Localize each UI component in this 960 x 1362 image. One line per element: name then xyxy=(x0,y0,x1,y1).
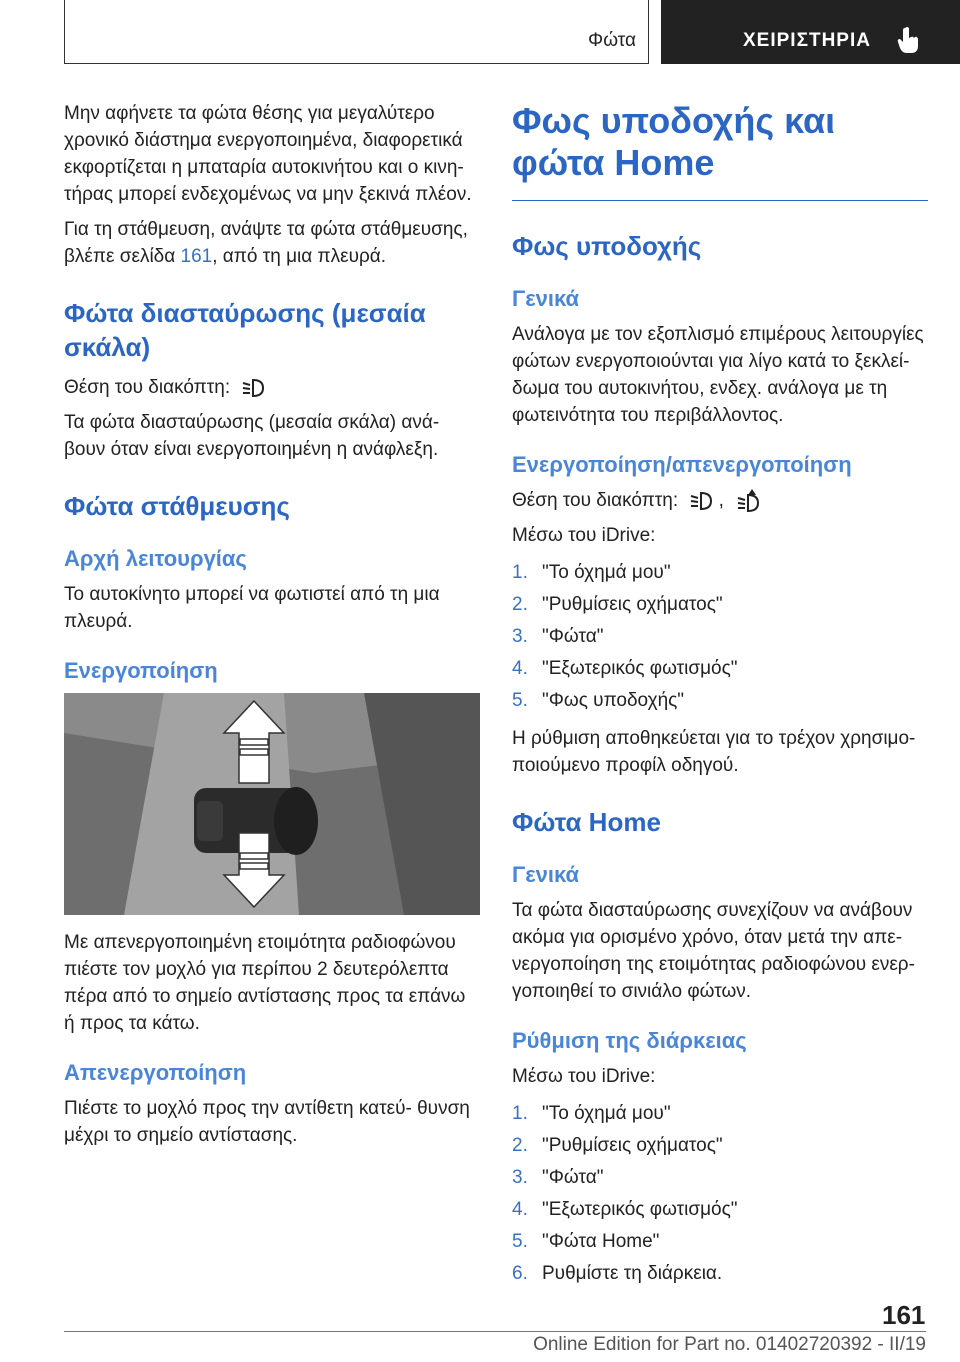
list-item xyxy=(512,1162,928,1194)
parking-ref-tail: , από τη μια πλευρά. xyxy=(212,246,387,267)
switch-separator: , xyxy=(718,490,724,511)
step-number: 1. xyxy=(512,1103,528,1124)
switch-position-label-right: Θέση του διακόπτη: xyxy=(512,490,679,511)
low-beam-icon xyxy=(689,490,713,512)
step-number: 2. xyxy=(512,594,528,615)
list-item xyxy=(512,1258,928,1290)
manual-section-label: ΧΕΙΡΙΣΤΗΡΙΑ xyxy=(743,30,871,51)
parking-ref-text: Για τη στάθμευση, ανάψτε τα φώτα στάθμευσης, βλέπε σελίδα xyxy=(64,219,468,267)
title-divider xyxy=(512,200,928,201)
heading-home-lights: Φώτα Home xyxy=(512,807,661,837)
step-number: 3. xyxy=(512,626,528,647)
step-number: 5. xyxy=(512,690,528,711)
step-number: 4. xyxy=(512,1199,528,1220)
home-general-text: Τα φώτα διασταύρωσης συνεχίζουν να ανάβουν ακόμα για ορισμένο χρόνο, όταν μετά την απε- νεργοποίηση της ετοιμότητας ραδιοφώνου ενερ- γοποιηθεί το σινιάλο φώτων. xyxy=(512,900,915,1002)
step-text: "Ρυθμίσεις οχήματος" xyxy=(542,594,723,615)
principle-text: Το αυτοκίνητο μπορεί να φωτιστεί από τη μια πλευρά. xyxy=(64,584,440,632)
hand-pointer-icon xyxy=(897,26,919,54)
footer-divider xyxy=(64,1331,926,1332)
heading-welcome-light: Φως υποδοχής xyxy=(512,231,702,261)
page-title: Φως υποδοχής και φώτα Home xyxy=(512,100,836,183)
list-item xyxy=(512,1194,928,1226)
idrive-label-1: Μέσω του iDrive: xyxy=(512,525,656,546)
edition-info: Online Edition for Part no. 01402720392 - II/19 xyxy=(533,1334,926,1355)
switch-position-line xyxy=(64,374,480,401)
profile-saved-text: Η ρύθμιση αποθηκεύεται για το τρέχον χρησιμο- ποιούμενο προφίλ οδηγού. xyxy=(512,728,916,776)
section-title: Φώτα xyxy=(588,30,636,51)
header-section-box xyxy=(64,0,649,64)
list-item xyxy=(512,1226,928,1258)
activation-text: Με απενεργοποιημένη ετοιμότητα ραδιοφώνου πιέστε τον μοχλό για περίπου 2 δευτερόλεπτα πέρα από το σημείο αντίστασης προς τα επάνω ή προς τα κάτω. xyxy=(64,932,466,1034)
low-beam-icon xyxy=(241,377,265,399)
deactivation-text: Πιέστε το μοχλό προς την αντίθετη κατεύ- θυνση μέχρι το σημείο αντίστασης. xyxy=(64,1098,470,1146)
steps-list-duration xyxy=(512,1098,928,1290)
step-number: 4. xyxy=(512,658,528,679)
list-item xyxy=(512,1098,928,1130)
step-text: "Το όχημά μου" xyxy=(542,562,671,583)
step-number: 2. xyxy=(512,1135,528,1156)
step-text: Ρυθμίστε τη διάρκεια. xyxy=(542,1263,723,1284)
idrive-label-2: Μέσω του iDrive: xyxy=(512,1066,656,1087)
header-manual-box xyxy=(661,0,960,64)
steps-list-welcome xyxy=(512,557,928,717)
heading-duration: Ρύθμιση της διάρκειας xyxy=(512,1028,747,1053)
page-number: 161 xyxy=(882,1300,926,1330)
step-number: 6. xyxy=(512,1263,528,1284)
auto-headlight-icon xyxy=(735,489,761,513)
list-item xyxy=(512,685,928,717)
step-text: "Το όχημά μου" xyxy=(542,1103,671,1124)
step-text: "Φώτα" xyxy=(542,626,604,647)
step-number: 1. xyxy=(512,562,528,583)
page-link-161[interactable]: 161 xyxy=(180,246,213,267)
step-text: "Φώτα Home" xyxy=(542,1231,660,1252)
paragraph-parking-ref xyxy=(64,216,480,270)
step-text: "Εξωτερικός φωτισμός" xyxy=(542,658,738,679)
step-number: 3. xyxy=(512,1167,528,1188)
switch-position-label: Θέση του διακόπτη: xyxy=(64,377,231,398)
step-text: "Φως υποδοχής" xyxy=(542,690,685,711)
switch-positions-line xyxy=(512,487,928,514)
left-column xyxy=(64,100,480,1157)
list-item xyxy=(512,1130,928,1162)
heading-general-2: Γενικά xyxy=(512,862,580,887)
turn-signal-lever-photo xyxy=(64,693,480,915)
heading-activation: Ενεργοποίηση xyxy=(64,658,218,683)
heading-low-beam: Φώτα διασταύρωσης (μεσαία σκάλα) xyxy=(64,298,426,362)
heading-on-off: Ενεργοποίηση/απενεργοποίηση xyxy=(512,452,852,477)
step-text: "Φώτα" xyxy=(542,1167,604,1188)
right-column xyxy=(512,100,928,1298)
step-text: "Ρυθμίσεις οχήματος" xyxy=(542,1135,723,1156)
heading-principle: Αρχή λειτουργίας xyxy=(64,546,247,571)
list-item xyxy=(512,589,928,621)
heading-deactivation: Απενεργοποίηση xyxy=(64,1060,247,1085)
heading-parking-lights: Φώτα στάθμευσης xyxy=(64,491,290,521)
list-item xyxy=(512,653,928,685)
heading-general-1: Γενικά xyxy=(512,286,580,311)
paragraph-battery-warning: Μην αφήνετε τα φώτα θέσης για μεγαλύτερο χρονικό διάστημα ενεργοποιημένα, διαφορετικά εκφορτίζεται η μπαταρία αυτοκινήτου και ο κινη- τήρας μπορεί ενδεχομένως να μην ξεκινά πλέον. xyxy=(64,103,472,205)
list-item xyxy=(512,621,928,653)
step-text: "Εξωτερικός φωτισμός" xyxy=(542,1199,738,1220)
low-beam-description: Τα φώτα διασταύρωσης (μεσαία σκάλα) ανά- βουν όταν είναι ενεργοποιημένη η ανάφλεξη. xyxy=(64,412,440,460)
step-number: 5. xyxy=(512,1231,528,1252)
welcome-general-text: Ανάλογα με τον εξοπλισμό επιμέρους λειτουργίες φώτων ενεργοποιούνται για λίγο κατά το ξεκλεί- δωμα του αυτοκινήτου, ενδεχ. ανάλογα με τη φωτεινότητα του περιβάλλοντος. xyxy=(512,324,924,426)
list-item xyxy=(512,557,928,589)
